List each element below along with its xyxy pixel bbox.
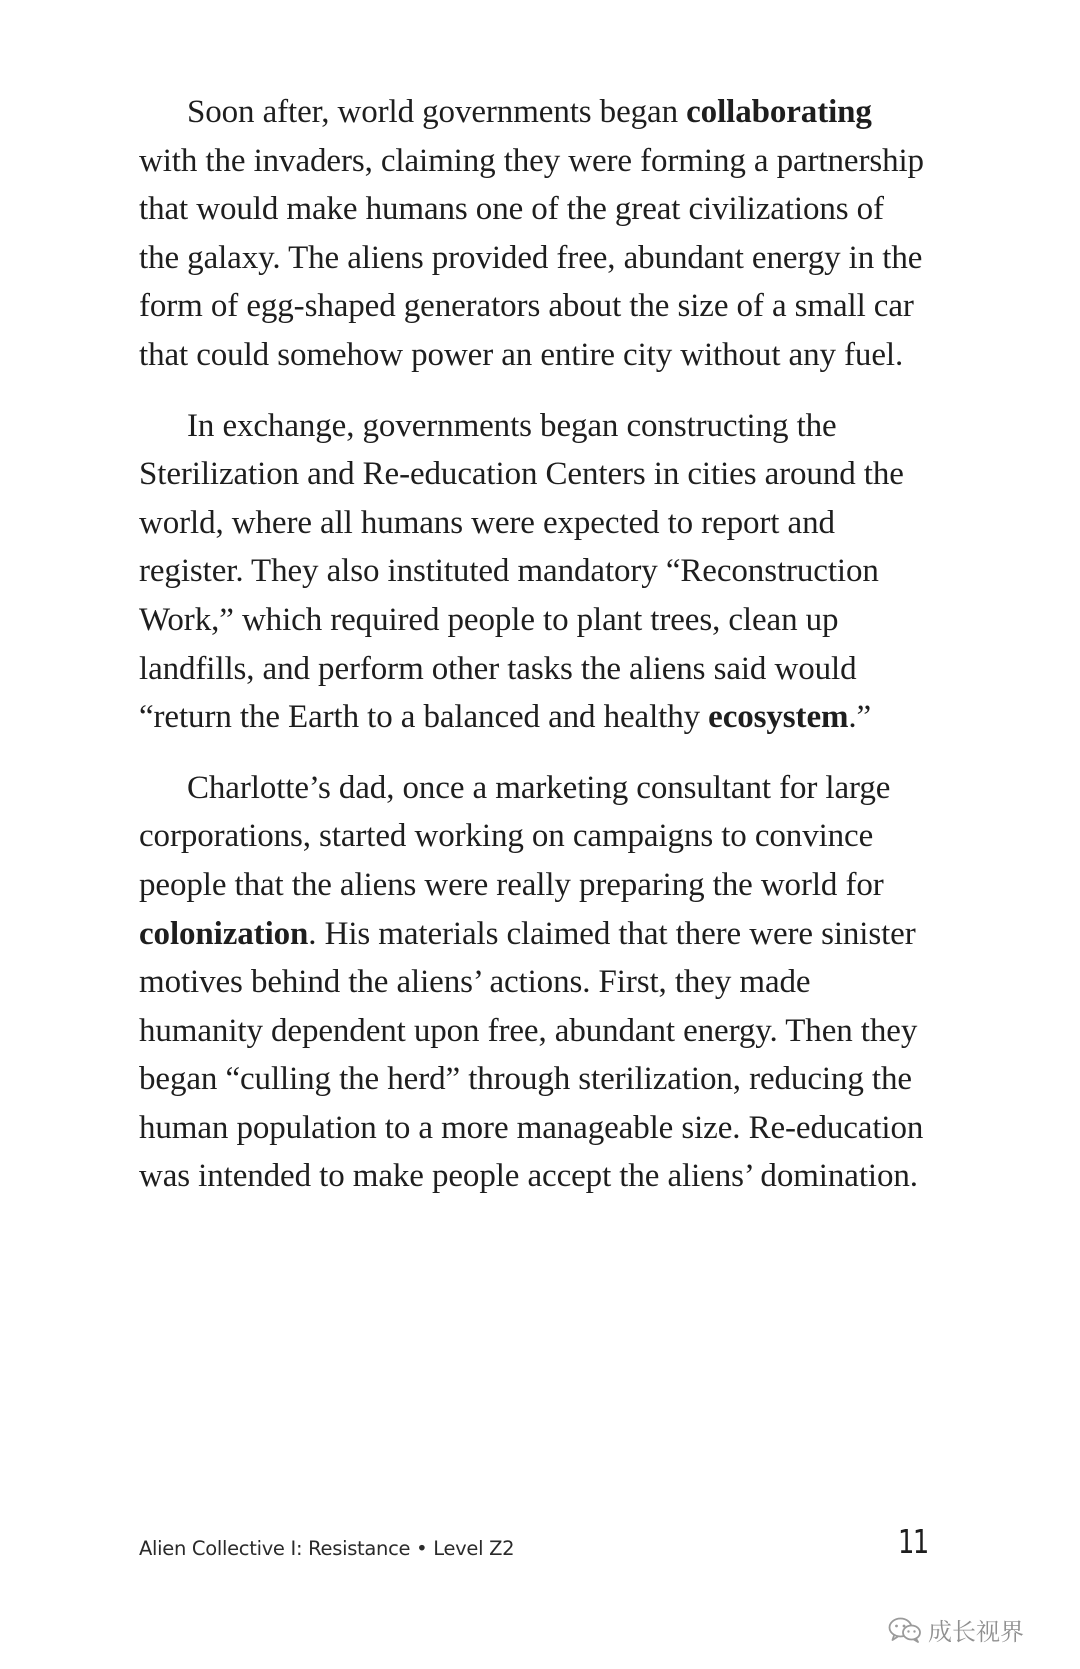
body-text [139, 88, 929, 1223]
watermark [888, 1612, 1024, 1647]
text-run: Soon after, world governments began [187, 94, 687, 130]
footer-book-title: Alien Collective I: Resistance • Level Z2 [139, 1537, 515, 1560]
page-number: 11 [898, 1522, 928, 1561]
text-run: Charlotte’s dad, once a marketing consultant for large corporations, started working on campaigns to convince people that the aliens were really preparing the world for [139, 769, 891, 903]
vocabulary-word: collaborating [686, 94, 872, 130]
text-run: In exchange, governments began constructing the Sterilization and Re-education Centers in cities around the world, where all humans were expected to report and register. They also instituted mandatory “Reconstruction Work,” which required people to plant trees, clean up landfills, and perform other tasks the aliens said would “return the Earth to a balanced and healthy [139, 407, 904, 736]
vocabulary-word: colonization [139, 915, 309, 952]
paragraph-1 [139, 88, 929, 380]
text-run: .” [848, 699, 872, 736]
text-run: . His materials claimed that there were sinister motives behind the aliens’ actions. First, they made humanity dependent upon free, abundant energy. Then they began “culling the herd” through sterilization, reducing the human population to a more manageable size. Re-education was intended to make people accept the aliens’ domination. [139, 915, 924, 1195]
text-run: with the invaders, claiming they were forming a partnership that would make humans one of the great civilizations of the galaxy. The aliens provided free, abundant energy in the form of egg-shaped generators about the size of a small car that could somehow power an entire city without any fuel. [139, 142, 924, 373]
paragraph-2 [139, 402, 929, 742]
wechat-icon [888, 1617, 922, 1643]
watermark-label: 成长视界 [928, 1618, 1024, 1646]
paragraph-3 [139, 764, 929, 1201]
vocabulary-word: ecosystem [708, 699, 849, 736]
